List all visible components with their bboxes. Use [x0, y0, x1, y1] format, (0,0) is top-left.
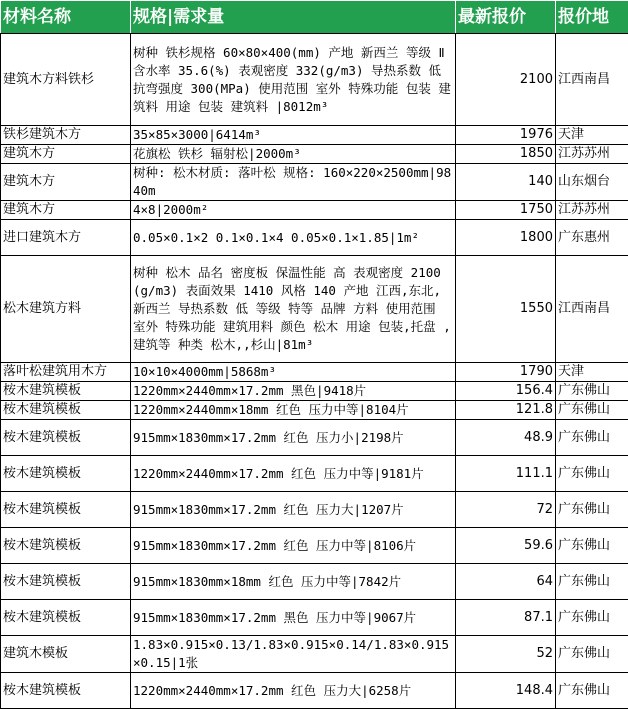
table-row: [1, 420, 628, 456]
table-row: [1, 401, 628, 420]
price-cell: 1850: [456, 145, 556, 164]
material-name: 桉木建筑模板: [1, 401, 131, 420]
table-row: [1, 256, 628, 363]
price-cell: 64: [456, 564, 556, 600]
spec-cell: 树种: 松木材质: 落叶松 规格: 160×220×2500mm|9840m: [131, 164, 456, 201]
spec-cell: 1.83×0.915×0.13/1.83×0.915×0.14/1.83×0.915×0.15|1张: [131, 636, 456, 673]
material-name: 桉木建筑模板: [1, 492, 131, 528]
header-row: [1, 1, 628, 34]
header-spec: 规格|需求量: [131, 1, 456, 34]
header-price: 最新报价: [456, 1, 556, 34]
location-cell: 山东烟台: [556, 164, 628, 201]
price-cell: 121.8: [456, 401, 556, 420]
location-cell: 广东佛山: [556, 528, 628, 564]
location-cell: 天津: [556, 126, 628, 145]
price-cell: 2100: [456, 34, 556, 126]
table-row: [1, 164, 628, 201]
table-row: [1, 220, 628, 256]
spec-cell: 1220mm×2440mm×17.2mm 红色 压力大|6258片: [131, 673, 456, 709]
location-cell: 广东佛山: [556, 420, 628, 456]
spec-cell: 花旗松 铁杉 辐射松|2000m³: [131, 145, 456, 164]
spec-cell: 树种 松木 品名 密度板 保温性能 高 表观密度 2100(g/m3) 表面效果 1410 风格 140 产地 江西,东北,新西兰 导热系数 低 等级 特等 品牌 方料 使用范围 室外 特殊功能 建筑用料 颜色 松木 用途 包装,托盘 ,建筑等 种类 松木,,杉山|81m³: [131, 256, 456, 363]
location-cell: 天津: [556, 363, 628, 382]
table-row: [1, 673, 628, 709]
table-row: [1, 34, 628, 126]
location-cell: 广东佛山: [556, 492, 628, 528]
spec-cell: 915mm×1830mm×17.2mm 黑色 压力中等|9067片: [131, 600, 456, 636]
spec-cell: 915mm×1830mm×17.2mm 红色 压力中等|8106片: [131, 528, 456, 564]
location-cell: 江苏苏州: [556, 201, 628, 220]
material-name: 建筑木方: [1, 164, 131, 201]
price-cell: 1976: [456, 126, 556, 145]
location-cell: 江西南昌: [556, 34, 628, 126]
table-row: [1, 636, 628, 673]
spec-cell: 915mm×1830mm×17.2mm 红色 压力小|2198片: [131, 420, 456, 456]
location-cell: 广东佛山: [556, 382, 628, 401]
location-cell: 广东佛山: [556, 456, 628, 492]
price-cell: 1550: [456, 256, 556, 363]
material-name: 落叶松建筑用木方: [1, 363, 131, 382]
material-name: 桉木建筑模板: [1, 600, 131, 636]
material-name: 进口建筑木方: [1, 220, 131, 256]
price-cell: 52: [456, 636, 556, 673]
header-location: 报价地: [556, 1, 628, 34]
spec-cell: 4×8|2000m²: [131, 201, 456, 220]
spec-cell: 35×85×3000|6414m³: [131, 126, 456, 145]
price-cell: 87.1: [456, 600, 556, 636]
spec-cell: 1220mm×2440mm×17.2mm 红色 压力中等|9181片: [131, 456, 456, 492]
spec-cell: 0.05×0.1×2 0.1×0.1×4 0.05×0.1×1.85|1m²: [131, 220, 456, 256]
price-cell: 111.1: [456, 456, 556, 492]
price-cell: 1750: [456, 201, 556, 220]
price-cell: 148.4: [456, 673, 556, 709]
material-name: 建筑木方: [1, 201, 131, 220]
material-name: 铁杉建筑木方: [1, 126, 131, 145]
price-cell: 140: [456, 164, 556, 201]
location-cell: 江苏苏州: [556, 145, 628, 164]
location-cell: 广东佛山: [556, 564, 628, 600]
location-cell: 广东佛山: [556, 600, 628, 636]
location-cell: 广东惠州: [556, 220, 628, 256]
material-name: 建筑木模板: [1, 636, 131, 673]
material-name: 桉木建筑模板: [1, 456, 131, 492]
price-cell: 156.4: [456, 382, 556, 401]
price-cell: 1800: [456, 220, 556, 256]
table-row: [1, 145, 628, 164]
material-name: 桉木建筑模板: [1, 673, 131, 709]
spec-cell: 1220mm×2440mm×17.2mm 黑色|9418片: [131, 382, 456, 401]
header-name: 材料名称: [1, 1, 131, 34]
material-name: 桉木建筑模板: [1, 382, 131, 401]
table-row: [1, 600, 628, 636]
location-cell: 广东佛山: [556, 673, 628, 709]
location-cell: 江西南昌: [556, 256, 628, 363]
table-row: [1, 382, 628, 401]
price-cell: 1790: [456, 363, 556, 382]
spec-cell: 树种 铁杉规格 60×80×400(mm) 产地 新西兰 等级 Ⅱ 含水率 35.6(%) 表观密度 332(g/m3) 导热系数 低 抗弯强度 300(MPa) 使用范围 室外 特殊功能 包装 建筑料 用途 包装 建筑料 |8012m³: [131, 34, 456, 126]
material-name: 松木建筑方料: [1, 256, 131, 363]
table-row: [1, 201, 628, 220]
spec-cell: 10×10×4000mm|5868m³: [131, 363, 456, 382]
material-name: 桉木建筑模板: [1, 420, 131, 456]
spec-cell: 915mm×1830mm×17.2mm 红色 压力大|1207片: [131, 492, 456, 528]
table-row: [1, 492, 628, 528]
table-row: [1, 126, 628, 145]
price-cell: 72: [456, 492, 556, 528]
price-cell: 59.6: [456, 528, 556, 564]
location-cell: 广东佛山: [556, 401, 628, 420]
material-name: 建筑木方料铁杉: [1, 34, 131, 126]
table-row: [1, 528, 628, 564]
location-cell: 广东佛山: [556, 636, 628, 673]
table-row: [1, 564, 628, 600]
spec-cell: 915mm×1830mm×18mm 红色 压力中等|7842片: [131, 564, 456, 600]
material-name: 桉木建筑模板: [1, 564, 131, 600]
table-row: [1, 456, 628, 492]
table-row: [1, 363, 628, 382]
spec-cell: 1220mm×2440mm×18mm 红色 压力中等|8104片: [131, 401, 456, 420]
material-name: 建筑木方: [1, 145, 131, 164]
price-cell: 48.9: [456, 420, 556, 456]
material-name: 桉木建筑模板: [1, 528, 131, 564]
